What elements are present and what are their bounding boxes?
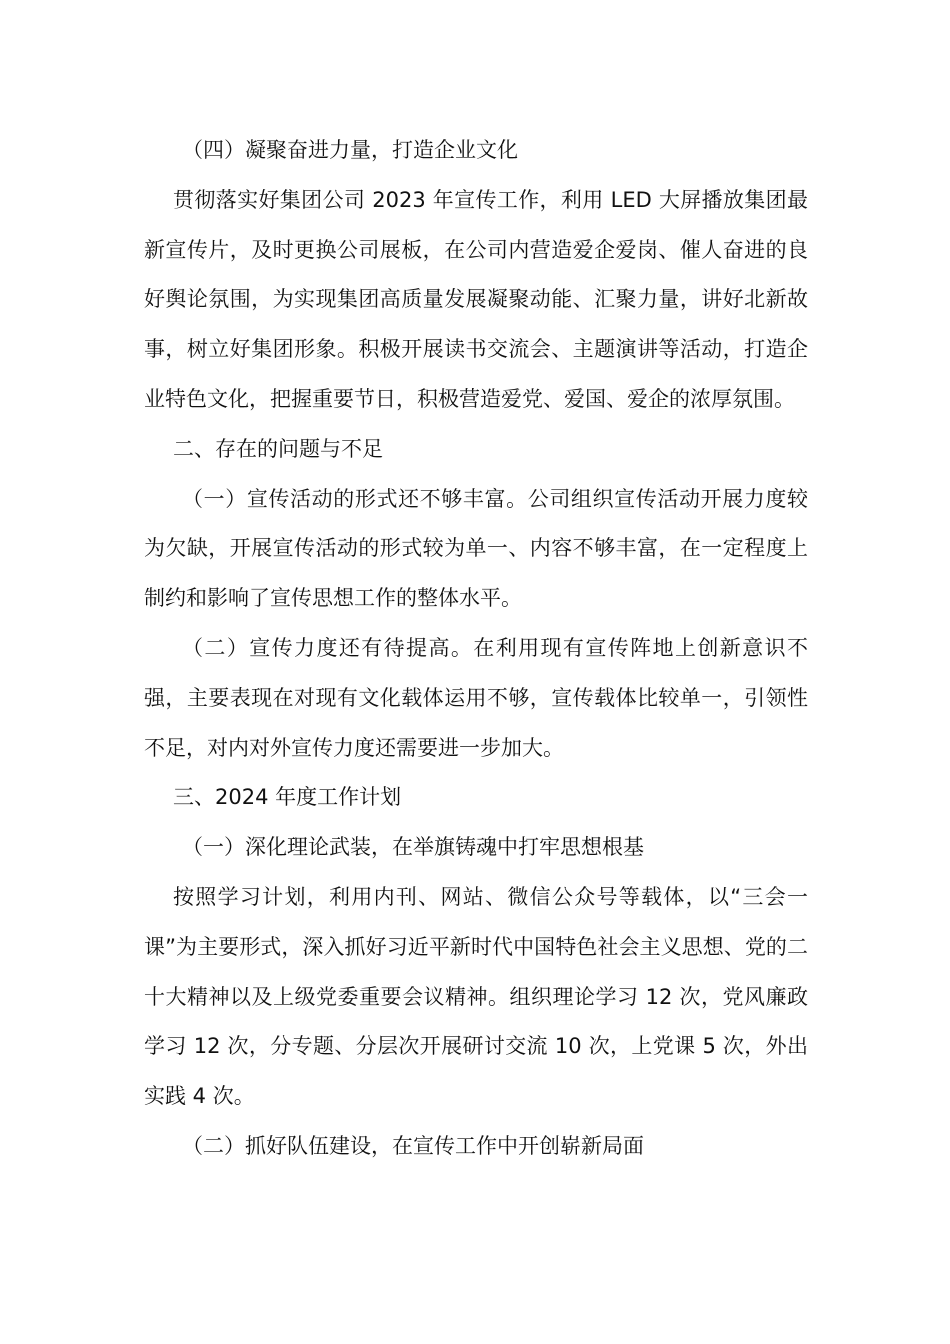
problem-paragraph-2: （二）宣传力度还有待提高。在利用现有宣传阵地上创新意识不强，主要表现在对现有文化载体运用不够，宣传载体比较单一，引领性不足，对内对外宣传力度还需要进一步加大。	[144, 635, 808, 760]
body-paragraph: 贯彻落实好集团公司 2023 年宣传工作，利用 LED 大屏播放集团最新宣传片，及时更换公司展板，在公司内营造爱企爱岗、催人奋进的良好舆论氛围，为实现集团高质量发展凝聚动能、汇聚力量，讲好北新故事，树立好集团形象。积极开展读书交流会、主题演讲等活动，打造企业特色文化，把握重要节日，积极营造爱党、爱国、爱企的浓厚氛围。	[144, 187, 808, 411]
plan-paragraph-1: 按照学习计划，利用内刊、网站、微信公众号等载体，以“三会一课”为主要形式，深入抓好习近平新时代中国特色社会主义思想、党的二十大精神以及上级党委重要会议精神。组织理论学习 12 次，党风廉政学习 12 次，分专题、分层次开展研讨交流 10 次，上党课 5 次，外出实践 4 次。	[144, 884, 808, 1109]
plan-subheading-1: （一）深化理论武装，在举旗铸魂中打牢思想根基	[182, 835, 644, 860]
section-heading-problems: 二、存在的问题与不足	[173, 436, 383, 461]
problem-paragraph-1: （一）宣传活动的形式还不够丰富。公司组织宣传活动开展力度较为欠缺，开展宣传活动的形式较为单一、内容不够丰富，在一定程度上制约和影响了宣传思想工作的整体水平。	[144, 486, 808, 611]
document-body	[144, 126, 808, 1172]
section-heading-plan: 三、2024 年度工作计划	[173, 785, 402, 810]
plan-subheading-2: （二）抓好队伍建设，在宣传工作中开创崭新局面	[182, 1133, 644, 1158]
section-heading-4: （四）凝聚奋进力量，打造企业文化	[182, 138, 518, 162]
